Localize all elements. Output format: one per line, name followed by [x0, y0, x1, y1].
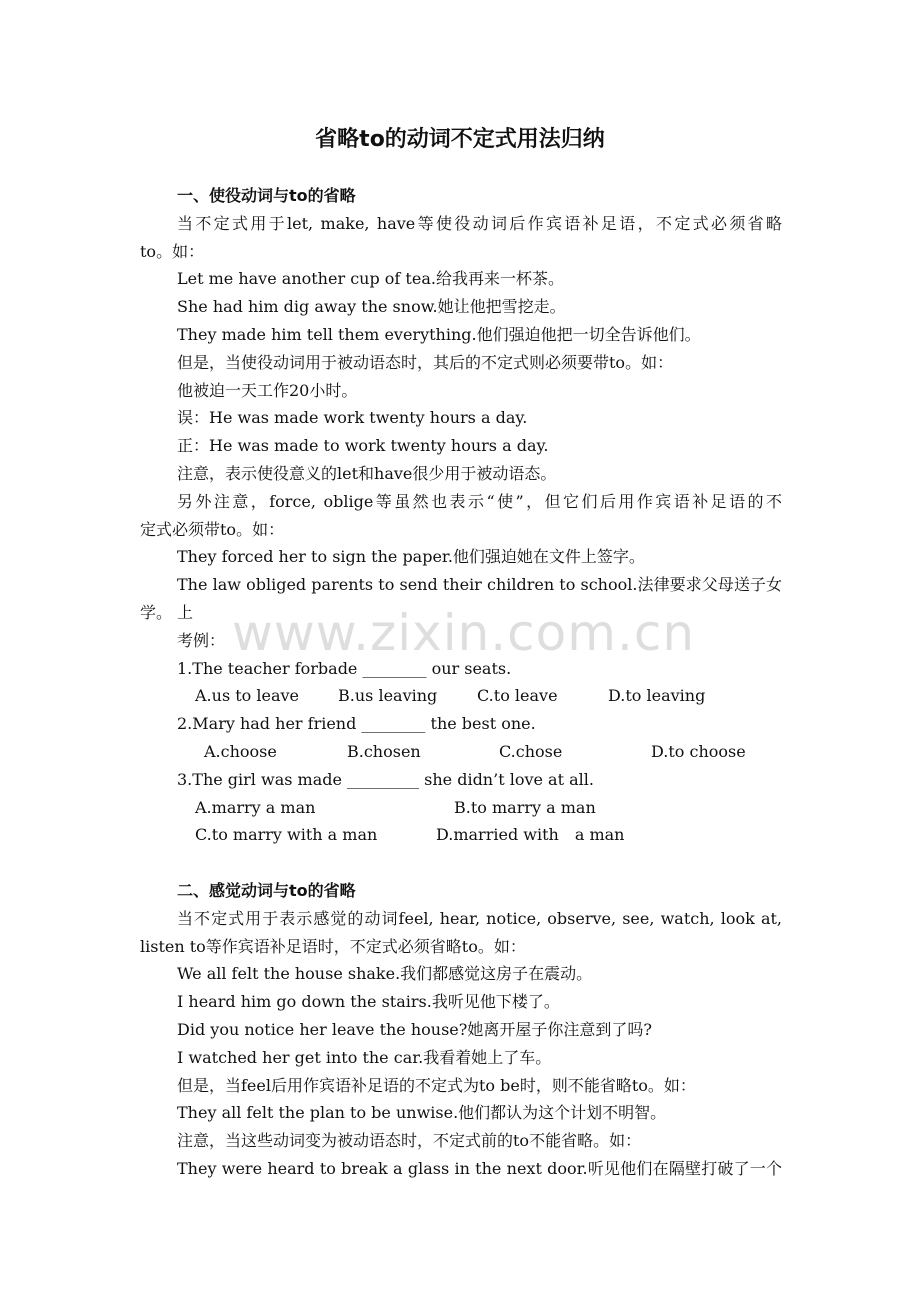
section1-right-example: 正：He was made to work twenty hours a day. — [177, 436, 549, 456]
section1-example-5-line1: The law obliged parents to send their children to school.法律要求父母送子女上 — [177, 575, 782, 622]
section1-example-2: She had him dig away the snow.她让他把雪挖走。 — [177, 297, 566, 317]
section2-example-3: Did you notice her leave the house?她离开屋子你注意到了吗? — [177, 1019, 652, 1039]
section-spacer — [140, 849, 782, 877]
question-1-options — [140, 682, 782, 710]
section2-example-6: They were heard to break a glass in the next door.听见他们在隔壁打破了一个 — [177, 1158, 782, 1178]
section1-example-4: They forced her to sign the paper.他们强迫她在文件上签字。 — [177, 547, 645, 567]
watermark: www.zixin.com.cn — [232, 604, 696, 662]
section1-example-1: Let me have another cup of tea.给我再来一杯茶。 — [177, 269, 564, 289]
section1-note-3-line1: 另外注意，force, oblige等虽然也表示“使”，但它们后用作宾语补足语的不 — [177, 491, 782, 511]
section1-heading: 一、使役动词与to的省略 — [177, 186, 356, 205]
section2-note-2: 注意，当这些动词变为被动语态时，不定式前的to不能省略。如： — [177, 1131, 642, 1151]
question-1: 1.The teacher forbade ________ our seats. — [177, 658, 512, 678]
exam-label: 考例： — [177, 630, 226, 650]
document-body — [140, 182, 782, 1183]
section2-example-5: They all felt the plan to be unwise.他们都认为这个计划不明智。 — [177, 1103, 667, 1123]
section1-intro-line2: to。如： — [140, 241, 205, 261]
question-3-option-d: D.married with a man — [436, 825, 625, 845]
question-2-option-b: B.chosen — [347, 741, 421, 761]
question-1-option-a: A.us to leave — [195, 686, 300, 706]
page-title: 省略to的动词不定式用法归纳 — [315, 127, 605, 152]
section1-example-3: They made him tell them everything.他们强迫他把一切全告诉他们。 — [177, 324, 701, 344]
question-3-option-c: C.to marry with a man — [195, 825, 378, 845]
question-3-options-row1 — [140, 794, 782, 822]
section1-example-5-line2: 学。 — [140, 602, 173, 622]
question-3: 3.The girl was made _________ she didn’t love at all. — [177, 769, 594, 789]
question-2-option-c: C.chose — [499, 741, 563, 761]
question-1-option-b: B.us leaving — [338, 686, 438, 706]
section1-note-3-line2: 定式必须带to。如： — [140, 519, 285, 539]
question-2-option-a: A.choose — [204, 741, 277, 761]
section2-heading: 二、感觉动词与to的省略 — [177, 880, 356, 900]
question-3-option-a: A.marry a man — [195, 797, 316, 817]
section1-wrong-example: 误：He was made work twenty hours a day. — [177, 408, 528, 428]
section2-intro-line1: 当不定式用于表示感觉的动词feel, hear, notice, observe, see, watch, look at, — [177, 908, 782, 928]
section1-note-2: 注意，表示使役意义的let和have很少用于被动语态。 — [177, 463, 557, 483]
section2-example-4: I watched her get into the car.我看着她上了车。 — [177, 1047, 552, 1067]
question-1-option-c: C.to leave — [477, 686, 558, 706]
section2-intro-line2: listen to等作宾语补足语时，不定式必须省略to。如： — [140, 936, 526, 956]
question-2-options — [140, 738, 782, 766]
section1-intro-line1: 当不定式用于let, make, have等使役动词后作宾语补足语，不定式必须省略 — [177, 213, 782, 233]
section2-note-1: 但是，当feel后用作宾语补足语的不定式为to be时，则不能省略to。如： — [177, 1075, 696, 1095]
section2-example-2: I heard him go down the stairs.我听见他下楼了。 — [177, 992, 560, 1012]
question-3-option-b: B.to marry a man — [454, 797, 596, 817]
question-3-options-row2 — [140, 821, 782, 849]
section2-example-1: We all felt the house shake.我们都感觉这房子在震动。 — [177, 964, 593, 984]
question-2: 2.Mary had her friend ________ the best one. — [177, 714, 536, 734]
question-1-option-d: D.to leaving — [608, 686, 706, 706]
section1-note-1: 但是，当使役动词用于被动语态时，其后的不定式则必须要带to。如： — [177, 352, 674, 372]
question-2-option-d: D.to choose — [651, 741, 746, 761]
section1-note-1-example: 他被迫一天工作20小时。 — [177, 380, 358, 400]
